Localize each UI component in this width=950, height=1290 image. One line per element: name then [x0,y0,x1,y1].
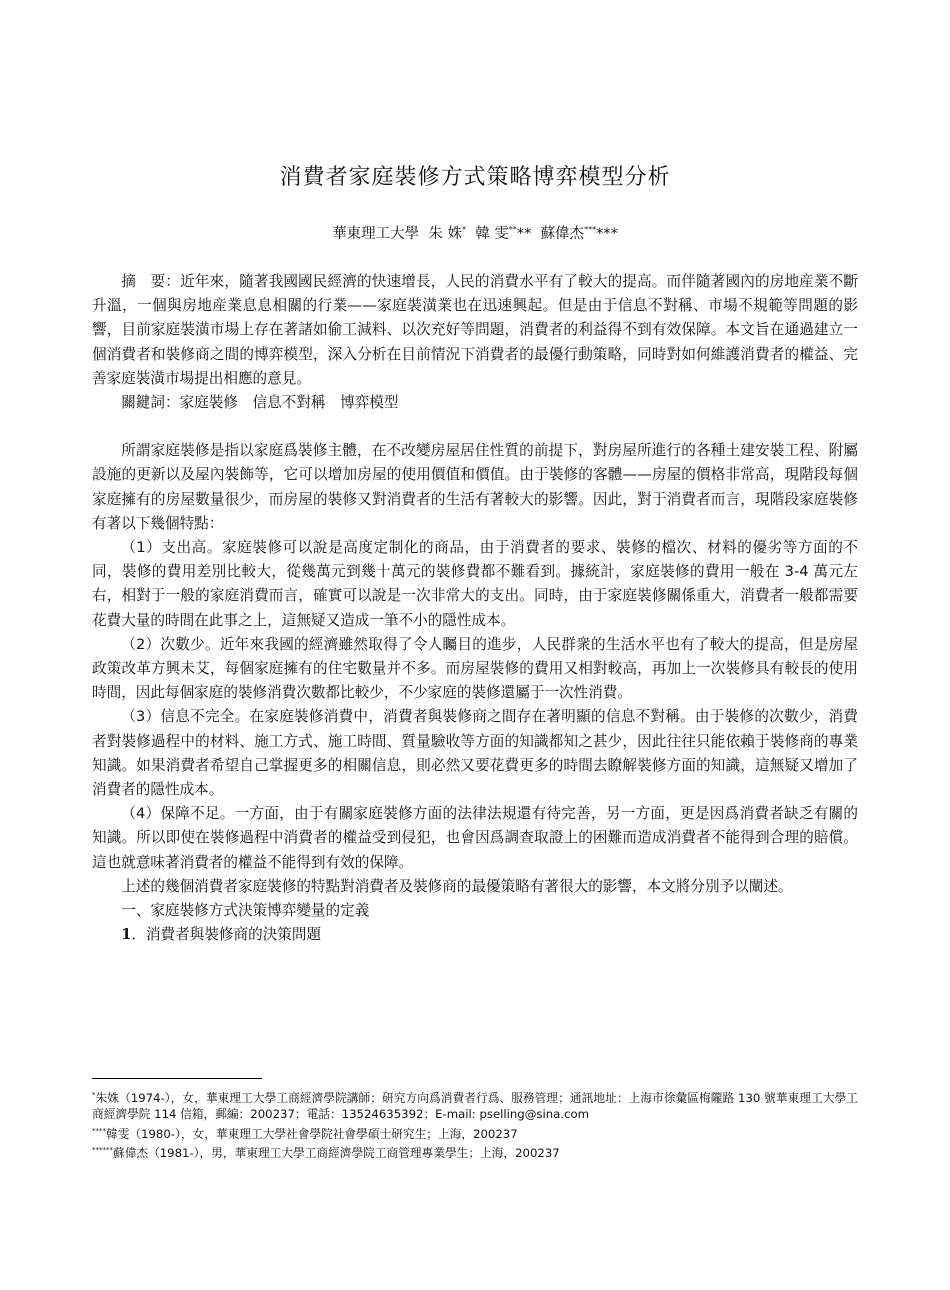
body-paragraph: （1）支出高。家庭裝修可以說是高度定制化的商品，由于消費者的要求、裝修的檔次、材料的優劣等方面的不同，裝修的費用差別比較大，從幾萬元到幾十萬元的裝修費都不難看到。據統計，家庭裝修的費用一般在 3-4 萬元左右，相對于一般的家庭消費而言，確實可以說是一次非常大的支出。同時，由于家庭裝修關係重大，消費者一般都需要花費大量的時間在此事之上，這無疑又造成一筆不小的隱性成本。 [92,539,858,629]
author-2-suffix: ** [516,226,532,242]
author-3-mark: *** [584,225,597,235]
subsection-number: 1 [121,926,132,944]
subsection-title: ．消費者與裝修商的決策問題 [131,926,322,944]
section-heading: 一、家庭裝修方式決策博弈變量的定義 [121,902,370,920]
affiliation: 華東理工大學 [332,226,420,242]
author-2: 韓 雯 [475,226,509,242]
footnote-2-text: 韓雯（1980-），女，華東理工大學社會學院社會學碩士研究生；上海，200237 [106,1126,518,1141]
author-line [92,222,858,243]
body-paragraph: （4）保障不足。一方面，由于有關家庭裝修方面的法律法規還有待完善，另一方面，更是因爲消費者缺乏有關的知識。所以即使在裝修過程中消費者的權益受到侵犯，也會因爲調查取證上的困難而造成消費者不能得到合理的賠償。這也就意味著消費者的權益不能得到有效的保障。 [92,805,858,871]
spacer [92,415,858,439]
paper-title: 消費者家庭裝修方式策略博弈模型分析 [279,165,671,190]
author-3-suffix: *** [596,226,618,242]
body-paragraph: （3）信息不完全。在家庭裝修消費中，消費者與裝修商之間存在著明顯的信息不對稱。由于裝修的次數少，消費者對裝修過程中的材料、施工方式、施工時間、質量驗收等方面的知識都知之甚少，因此往往只能依賴于裝修商的專業知識。如果消費者希望自己掌握更多的相關信息，則必然又要花費更多的時間去瞭解裝修方面的知識，這無疑又增加了消費者的隱性成本。 [92,708,858,799]
footnote-2 [92,1123,858,1142]
footnote-2-mark: **** [92,1126,106,1135]
footnote-rule [92,1078,262,1079]
subsection-heading [92,923,858,947]
footnote-3 [92,1142,858,1161]
body-paragraph: 上述的幾個消費者家庭裝修的特點對消費者及裝修商的最優策略有著很大的影響，本文將分別予以闡述。 [121,877,793,895]
author-1: 朱 姝 [428,226,463,242]
footnotes [92,1087,858,1162]
author-1-mark: * [462,225,467,235]
footnote-3-mark: ****** [92,1146,113,1155]
author-2-mark: ** [508,225,517,235]
keywords: 關鍵詞：家庭裝修 信息不對稱 博弈模型 [121,394,399,412]
footnote-3-text: 蘇偉杰（1981-），男，華東理工大學工商經濟學院工商管理專業學生；上海，200237 [113,1146,560,1161]
footnote-1 [92,1087,858,1123]
abstract: 摘 要：近年來，隨著我國國民經濟的快速增長，人民的消費水平有了較大的提高。而伴隨著國內的房地産業不斷升溫，一個與房地産業息息相關的行業——家庭裝潢業也在迅速興起。但是由于信息不對稱、市場不規範等問題的影響，目前家庭裝潢市場上存在著諸如偷工減料、以次充好等問題，消費者的利益得不到有效保障。本文旨在通過建立一個消費者和裝修商之間的博弈模型，深入分析在目前情況下消費者的最優行動策略，同時對如何維護消費者的權益、完善家庭裝潢市場提出相應的意見。 [92,273,858,387]
body-paragraph: 所謂家庭裝修是指以家庭爲裝修主體，在不改變房屋居住性質的前提下，對房屋所進行的各種土建安裝工程、附屬設施的更新以及屋內裝飾等，它可以增加房屋的使用價值和價值。由于裝修的客體——房屋的價格非常高，現階段每個家庭擁有的房屋數量很少，而房屋的裝修又對消費者的生活有著較大的影響。因此，對于消費者而言，現階段家庭裝修有著以下幾個特點： [92,442,858,532]
paper-body [92,270,858,947]
author-3: 蘇偉杰 [540,226,585,242]
footnote-1-text: 朱姝（1974-），女，華東理工大學工商經濟學院講師；研究方向爲消費者行爲、服務管理；通訊地址：上海市徐彙區梅隴路 130 號華東理工大學工商經濟學院 114 信箱，郵編：200237；電話：13524635392；E-mail: pselling@sina.com [92,1090,858,1122]
body-paragraph: （2）次數少。近年來我國的經濟雖然取得了令人矚目的進步，人民群衆的生活水平也有了較大的提高，但是房屋政策改革方興未艾，每個家庭擁有的住宅數量并不多。而房屋裝修的費用又相對較高，再加上一次裝修具有較長的使用時間，因此每個家庭的裝修消費次數都比較少，不少家庭的裝修還屬于一次性消費。 [92,635,858,702]
footnote-1-mark: * [92,1091,96,1099]
